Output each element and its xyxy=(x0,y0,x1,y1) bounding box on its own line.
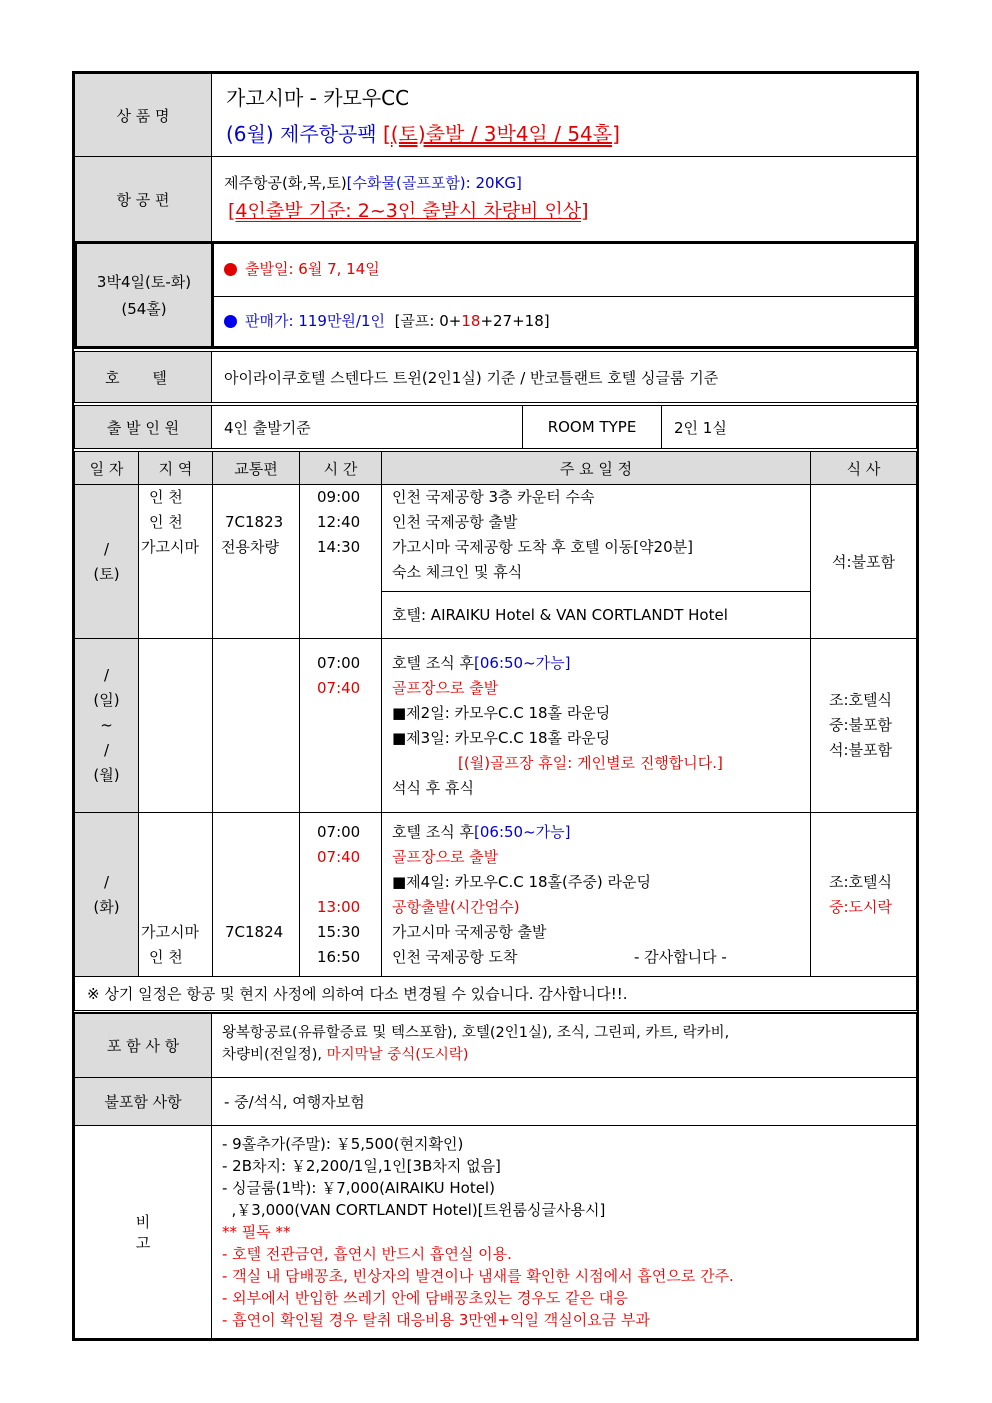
remarks-label-cell xyxy=(74,1125,212,1339)
day4-region-cell xyxy=(138,812,213,977)
included-label-cell xyxy=(74,1012,212,1078)
col-meal-header xyxy=(810,451,917,485)
day23-time-2: 07:40 xyxy=(317,679,361,697)
day1-item-2: 인천 국제공항 출발 xyxy=(392,513,518,531)
product-label-cell xyxy=(74,73,212,157)
golf-c: +27+18] xyxy=(480,312,550,330)
day23-meal-3: 석:불포함 xyxy=(829,741,893,759)
day23-meal-1: 조:호텔식 xyxy=(829,691,893,709)
price-label: 판매가: xyxy=(245,312,294,330)
airline-label-cell xyxy=(74,156,212,242)
product-sub-highlight: [(토)출발 / 3박4일 / 54홀] xyxy=(382,122,620,146)
day4-time-2: 07:40 xyxy=(317,848,361,866)
airline-notice: [4인출발 기준: 2~3인 출발시 차량비 인상] xyxy=(228,200,589,222)
day23-date-3: ~ xyxy=(100,716,113,734)
day1-meal: 석:불포함 xyxy=(831,553,895,571)
notice-text: ※ 상기 일정은 항공 및 현지 사정에 의하여 다소 변경될 수 있습니다. 감사합니다!!. xyxy=(87,985,628,1003)
day4-time-cell xyxy=(299,812,382,977)
red-dot-icon xyxy=(224,263,237,276)
price-value: 119만원/1인 xyxy=(298,312,386,330)
day4-item-6: 인천 국제공항 도착 xyxy=(392,948,518,966)
day23-date-1: / xyxy=(103,666,110,684)
day1-region-2: 인 천 xyxy=(149,513,183,531)
day4-date-1: / xyxy=(103,872,110,891)
day1-hotel-cell xyxy=(381,591,811,639)
people-label: 출 발 인 원 xyxy=(106,418,180,437)
col-itinerary-text: 주 요 일 정 xyxy=(559,459,633,478)
day1-time-2: 12:40 xyxy=(317,513,361,531)
day1-itinerary-cell xyxy=(381,484,811,592)
remark-red-5: - 흡연이 확인될 경우 탈취 대응비용 3만엔+익일 객실이요금 부과 xyxy=(222,1311,650,1329)
product-title: 가고시마 - 카모우CC xyxy=(226,86,410,110)
airline-value-cell xyxy=(211,156,917,242)
day23-date-2: (일) xyxy=(93,691,120,709)
baggage-allowance: [수화물(골프포함): 20KG] xyxy=(346,174,522,192)
day23-time-cell xyxy=(299,638,382,813)
day23-item-6: 석식 후 휴식 xyxy=(392,779,474,797)
included-lunch: 마지막날 중식(도시락) xyxy=(326,1047,469,1063)
remarks-value-cell xyxy=(211,1125,917,1339)
day4-meal-cell xyxy=(810,812,917,977)
day23-date-cell xyxy=(74,638,139,813)
product-sub-prefix: (6월) 제주항공팩 xyxy=(226,122,377,146)
included-value-cell xyxy=(211,1012,917,1078)
product-value-cell xyxy=(211,73,917,157)
excluded-text: - 중/석식, 여행자보험 xyxy=(224,1093,365,1111)
included-line-2 xyxy=(222,1044,469,1066)
col-meal-text: 식 사 xyxy=(846,459,881,478)
day23-item-1-time: [06:50~가능] xyxy=(474,654,571,672)
day23-itinerary-cell xyxy=(381,638,811,813)
day4-thanks: - 감사합니다 - xyxy=(634,948,727,966)
hotel-value-cell xyxy=(211,351,917,403)
notice-cell xyxy=(74,976,917,1011)
day23-item-5: [(월)골프장 휴일: 게인별로 진행합니다.] xyxy=(458,754,723,772)
day4-item-2: 골프장으로 출발 xyxy=(392,848,499,866)
day4-item-5: 가고시마 국제공항 출발 xyxy=(392,923,547,941)
people-value-cell xyxy=(211,405,523,449)
day1-date-cell xyxy=(74,484,139,639)
day23-item-1-text: 호텔 조식 후 xyxy=(392,654,474,672)
remark-red-3: - 객실 내 담배꽁초, 빈상자의 발견이나 냄새를 확인한 시점에서 흡연으로 간주. xyxy=(222,1267,734,1285)
day1-time-cell xyxy=(299,484,382,639)
day4-region-2: 인 천 xyxy=(149,948,183,966)
people-label-cell xyxy=(74,405,212,449)
included-label: 포 함 사 항 xyxy=(106,1037,180,1055)
day1-date-2: (토) xyxy=(93,564,120,583)
room-type-label: ROOM TYPE xyxy=(547,418,637,436)
package-label-2: (54홀) xyxy=(121,300,167,318)
room-type-value-cell xyxy=(661,405,917,449)
day4-item-4: 공항출발(시간엄수) xyxy=(392,898,520,916)
airline-label: 항 공 편 xyxy=(116,190,170,209)
day4-time-1: 07:00 xyxy=(317,823,361,841)
day1-item-3: 가고시마 국제공항 도착 후 호텔 이동[약20분] xyxy=(392,538,693,556)
day23-date-5: (월) xyxy=(93,766,120,784)
package-dates-cell xyxy=(211,241,917,297)
itinerary-document xyxy=(72,71,919,1341)
col-day-header xyxy=(74,451,139,485)
remark-2: - 2B차지: ￥2,200/1일,1인[3B차지 없음] xyxy=(222,1157,501,1175)
col-time-header xyxy=(299,451,382,485)
day4-flight: 7C1824 xyxy=(225,923,284,941)
included-line-1: 왕복항공료(유류할증료 및 텍스포함), 호텔(2인1실), 조식, 그린피, 카트, 락카비, xyxy=(222,1025,730,1041)
day23-meal-cell xyxy=(810,638,917,813)
day23-date-4: / xyxy=(103,741,110,759)
day1-region-cell xyxy=(138,484,213,639)
day1-item-1: 인천 국제공항 3층 카운터 수속 xyxy=(392,488,595,506)
day4-transport-cell xyxy=(212,812,300,977)
day1-item-4: 숙소 체크인 및 휴식 xyxy=(392,563,523,581)
day4-date-2: (화) xyxy=(93,897,120,916)
excluded-label-cell xyxy=(74,1077,212,1126)
price-line xyxy=(224,309,550,334)
remarks-label: 비 고 xyxy=(135,1213,181,1252)
remark-3: - 싱글룸(1박): ￥7,000(AIRAIKU Hotel) xyxy=(222,1179,495,1197)
col-day-text: 일 자 xyxy=(89,459,124,478)
excluded-label: 불포함 사항 xyxy=(104,1093,182,1111)
day4-itinerary-cell xyxy=(381,812,811,977)
day4-time-3: 13:00 xyxy=(317,898,361,916)
day23-item-4: ■제3일: 카모우C.C 18홀 라운딩 xyxy=(392,729,611,747)
blue-dot-icon xyxy=(224,315,237,328)
day4-date-cell xyxy=(74,812,139,977)
product-subtitle xyxy=(226,122,620,147)
day23-time-1: 07:00 xyxy=(317,654,361,672)
airline-line1 xyxy=(224,171,522,196)
day1-date-1: / xyxy=(103,539,110,558)
day1-time-1: 09:00 xyxy=(317,488,361,506)
day4-item-3: ■제4일: 카모우C.C 18홀(주중) 라운딩 xyxy=(392,873,651,891)
day23-item-2: 골프장으로 출발 xyxy=(392,679,499,697)
day1-transport-cell xyxy=(212,484,300,639)
day4-region-1: 가고시마 xyxy=(141,923,199,941)
day4-meal-1: 조:호텔식 xyxy=(829,873,893,891)
hotel-label: 호 텔 xyxy=(105,368,181,387)
day1-time-3: 14:30 xyxy=(317,538,361,556)
day4-item-1 xyxy=(392,820,570,845)
golf-b: 18 xyxy=(461,312,481,330)
col-region-header xyxy=(138,451,213,485)
day23-meal-2: 중:불포함 xyxy=(829,716,893,734)
golf-a: [골프: 0+ xyxy=(394,312,462,330)
col-time-text: 시 간 xyxy=(323,459,358,478)
hotel-label-cell xyxy=(74,351,212,403)
day4-time-4: 15:30 xyxy=(317,923,361,941)
col-transport-text: 교통편 xyxy=(234,459,278,478)
package-label-cell xyxy=(74,241,214,349)
product-label: 상 품 명 xyxy=(116,106,170,125)
included-vehicle: 차량비(전일정), xyxy=(222,1047,322,1063)
day23-region-cell xyxy=(138,638,213,813)
day1-meal-cell xyxy=(810,484,917,639)
col-transport-header xyxy=(212,451,300,485)
departure-dates xyxy=(224,257,380,282)
room-type-label-cell xyxy=(522,405,662,449)
package-price-cell xyxy=(211,296,917,349)
departure-dates-text: 출발일: 6월 7, 14일 xyxy=(245,260,380,278)
day1-flight: 7C1823 xyxy=(225,513,284,531)
day4-item-1-time: [06:50~가능] xyxy=(474,823,571,841)
people-value: 4인 출발기준 xyxy=(224,418,311,437)
package-label-1: 3박4일(토-화) xyxy=(96,273,192,291)
day1-region-3: 가고시마 xyxy=(141,538,199,556)
excluded-value-cell xyxy=(211,1077,917,1126)
remark-red-4: - 외부에서 반입한 쓰레기 안에 담배꽁초있는 경우도 같은 대응 xyxy=(222,1289,628,1307)
day1-region-1: 인 천 xyxy=(149,488,183,506)
remark-1: - 9홀추가(주말): ￥5,500(현지확인) xyxy=(222,1135,464,1153)
col-itinerary-header xyxy=(381,451,811,485)
remark-4: ,￥3,000(VAN CORTLANDT Hotel)[트윈룸싱글사용시] xyxy=(222,1201,606,1219)
col-region-text: 지 역 xyxy=(158,459,193,478)
day4-meal-2: 중:도시락 xyxy=(829,898,893,916)
room-type-value: 2인 1실 xyxy=(674,418,727,437)
day23-transport-cell xyxy=(212,638,300,813)
day23-item-3: ■제2일: 카모우C.C 18홀 라운딩 xyxy=(392,704,611,722)
remark-red-1: ** 필독 ** xyxy=(222,1223,291,1241)
day4-item-1-text: 호텔 조식 후 xyxy=(392,823,474,841)
airline-name: 제주항공(화,목,토) xyxy=(224,174,347,192)
day23-item-1 xyxy=(392,651,570,676)
day4-time-5: 16:50 xyxy=(317,948,361,966)
day1-vehicle: 전용차량 xyxy=(221,538,279,556)
day1-hotel: 호텔: AIRAIKU Hotel & VAN CORTLANDT Hotel xyxy=(392,606,728,624)
remark-red-2: - 호텔 전관금연, 흡연시 반드시 흡연실 이용. xyxy=(222,1245,512,1263)
hotel-text: 아이라이쿠호텔 스텐다드 트윈(2인1실) 기준 / 반코틀랜트 호텔 싱글룸 기준 xyxy=(224,368,719,387)
